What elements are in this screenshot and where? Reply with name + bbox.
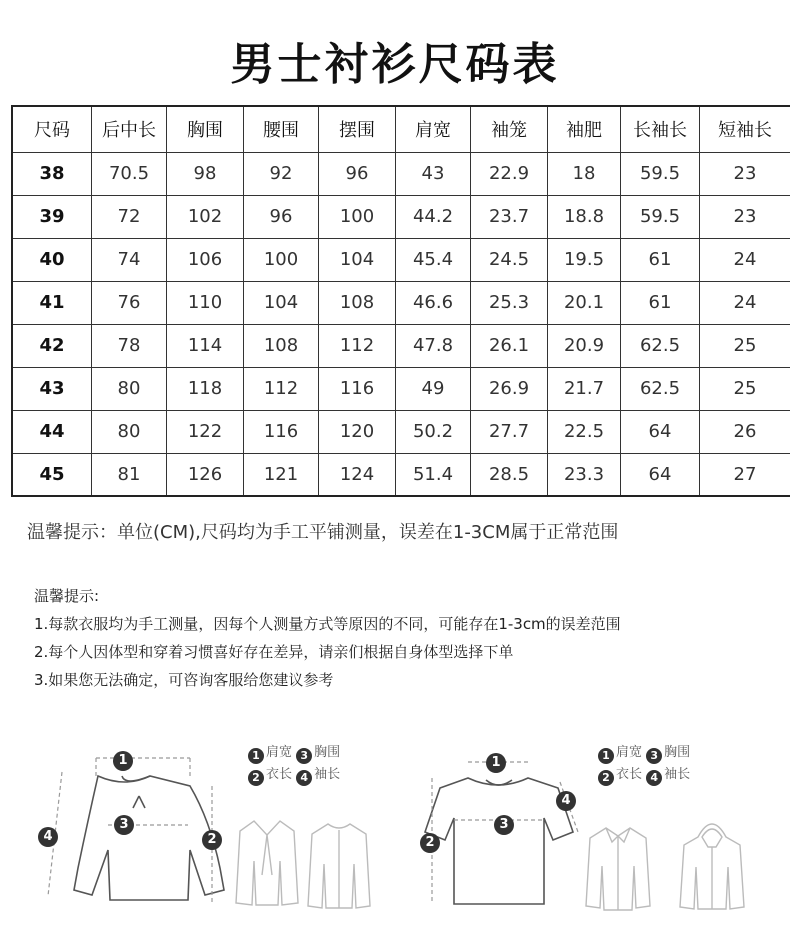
suit-jacket-icon	[232, 815, 302, 910]
legend-label: 袖长	[664, 767, 691, 782]
marker-4: 4	[38, 827, 58, 847]
legend-badge: 4	[646, 770, 662, 786]
table-cell: 114	[167, 324, 244, 367]
table-cell: 25	[700, 324, 790, 367]
legend-label: 胸围	[664, 745, 691, 760]
table-cell: 50.2	[396, 410, 471, 453]
table-row	[12, 238, 790, 281]
table-cell: 126	[167, 453, 244, 496]
table-cell: 19.5	[548, 238, 621, 281]
size-cell: 40	[12, 238, 92, 281]
table-cell: 28.5	[471, 453, 548, 496]
table-cell: 45.4	[396, 238, 471, 281]
size-cell: 38	[12, 152, 92, 195]
table-cell: 23.3	[548, 453, 621, 496]
legend-label: 衣长	[616, 767, 643, 782]
table-cell: 104	[244, 281, 319, 324]
marker-1: 1	[113, 751, 133, 771]
column-header: 尺码	[12, 106, 92, 152]
table-cell: 20.1	[548, 281, 621, 324]
table-cell: 61	[621, 238, 700, 281]
table-cell: 59.5	[621, 195, 700, 238]
table-cell: 59.5	[621, 152, 700, 195]
tip-item: 2.每个人因体型和穿着习惯喜好存在差异，请亲们根据自身体型选择下单	[34, 643, 514, 661]
table-cell: 61	[621, 281, 700, 324]
table-cell: 23	[700, 195, 790, 238]
column-header: 袖肥	[548, 106, 621, 152]
marker-3: 3	[494, 815, 514, 835]
table-cell: 96	[319, 152, 396, 195]
table-cell: 23	[700, 152, 790, 195]
table-cell: 24.5	[471, 238, 548, 281]
table-cell: 100	[319, 195, 396, 238]
table-cell: 24	[700, 238, 790, 281]
column-header: 长袖长	[621, 106, 700, 152]
table-cell: 121	[244, 453, 319, 496]
table-cell: 80	[92, 410, 167, 453]
legend-badge: 1	[248, 748, 264, 764]
legend-badge: 3	[646, 748, 662, 764]
table-cell: 112	[244, 367, 319, 410]
column-header: 胸围	[167, 106, 244, 152]
table-cell: 62.5	[621, 324, 700, 367]
table-cell: 104	[319, 238, 396, 281]
table-cell: 25.3	[471, 281, 548, 324]
size-cell: 43	[12, 367, 92, 410]
tip-item: 3.如果您无法确定，可咨询客服给您建议参考	[34, 671, 334, 689]
table-row	[12, 410, 790, 453]
legend-badge: 2	[598, 770, 614, 786]
table-cell: 74	[92, 238, 167, 281]
table-cell: 23.7	[471, 195, 548, 238]
table-cell: 72	[92, 195, 167, 238]
column-header: 短袖长	[700, 106, 790, 152]
table-cell: 122	[167, 410, 244, 453]
table-cell: 26	[700, 410, 790, 453]
legend-left	[248, 742, 340, 786]
table-cell: 43	[396, 152, 471, 195]
table-cell: 98	[167, 152, 244, 195]
size-cell: 39	[12, 195, 92, 238]
legend-right	[598, 742, 690, 786]
table-cell: 108	[319, 281, 396, 324]
legend-badge: 4	[296, 770, 312, 786]
table-cell: 70.5	[92, 152, 167, 195]
table-cell: 20.9	[548, 324, 621, 367]
tips-heading: 温馨提示:	[34, 587, 100, 605]
table-cell: 120	[319, 410, 396, 453]
table-cell: 106	[167, 238, 244, 281]
table-cell: 116	[244, 410, 319, 453]
table-header-row	[12, 106, 790, 152]
legend-label: 肩宽	[266, 745, 293, 760]
table-cell: 26.9	[471, 367, 548, 410]
column-header: 肩宽	[396, 106, 471, 152]
hoodie-icon	[676, 815, 748, 915]
table-cell: 18	[548, 152, 621, 195]
legend-badge: 2	[248, 770, 264, 786]
table-cell: 44.2	[396, 195, 471, 238]
table-cell: 26.1	[471, 324, 548, 367]
table-cell: 49	[396, 367, 471, 410]
marker-3: 3	[114, 815, 134, 835]
table-cell: 116	[319, 367, 396, 410]
page-title: 男士衬衫尺码表	[230, 39, 560, 90]
table-cell: 96	[244, 195, 319, 238]
legend-label: 衣长	[266, 767, 293, 782]
size-cell: 42	[12, 324, 92, 367]
marker-1: 1	[486, 753, 506, 773]
table-cell: 78	[92, 324, 167, 367]
table-cell: 27	[700, 453, 790, 496]
tip-item: 1.每款衣服均为手工测量，因每个人测量方式等原因的不同，可能存在1-3cm的误差范围	[34, 615, 621, 633]
table-cell: 51.4	[396, 453, 471, 496]
table-cell: 27.7	[471, 410, 548, 453]
legend-badge: 1	[598, 748, 614, 764]
marker-4: 4	[556, 791, 576, 811]
long-sleeve-diagram	[30, 750, 260, 930]
size-table	[11, 105, 790, 497]
table-row	[12, 152, 790, 195]
table-cell: 92	[244, 152, 319, 195]
table-cell: 46.6	[396, 281, 471, 324]
table-cell: 22.9	[471, 152, 548, 195]
table-cell: 100	[244, 238, 319, 281]
table-cell: 108	[244, 324, 319, 367]
table-cell: 76	[92, 281, 167, 324]
table-cell: 102	[167, 195, 244, 238]
table-cell: 21.7	[548, 367, 621, 410]
column-header: 袖笼	[471, 106, 548, 152]
column-header: 后中长	[92, 106, 167, 152]
size-cell: 45	[12, 453, 92, 496]
unit-note: 温馨提示：单位(CM),尺码均为手工平铺测量，误差在1-3CM属于正常范围	[27, 522, 619, 543]
marker-2: 2	[420, 833, 440, 853]
size-cell: 44	[12, 410, 92, 453]
zip-jacket-icon	[304, 820, 374, 915]
table-cell: 81	[92, 453, 167, 496]
table-cell: 62.5	[621, 367, 700, 410]
size-cell: 41	[12, 281, 92, 324]
table-cell: 124	[319, 453, 396, 496]
marker-2: 2	[202, 830, 222, 850]
column-header: 腰围	[244, 106, 319, 152]
legend-label: 胸围	[314, 745, 341, 760]
tips-block	[34, 582, 621, 694]
legend-label: 袖长	[314, 767, 341, 782]
table-cell: 80	[92, 367, 167, 410]
table-cell: 64	[621, 453, 700, 496]
table-row	[12, 324, 790, 367]
column-header: 摆围	[319, 106, 396, 152]
table-cell: 18.8	[548, 195, 621, 238]
table-cell: 64	[621, 410, 700, 453]
table-cell: 25	[700, 367, 790, 410]
table-cell: 110	[167, 281, 244, 324]
table-row	[12, 453, 790, 496]
shirt-icon	[582, 822, 654, 917]
table-row	[12, 195, 790, 238]
table-row	[12, 367, 790, 410]
table-cell: 112	[319, 324, 396, 367]
legend-label: 肩宽	[616, 745, 643, 760]
table-cell: 22.5	[548, 410, 621, 453]
table-cell: 47.8	[396, 324, 471, 367]
table-cell: 118	[167, 367, 244, 410]
table-cell: 24	[700, 281, 790, 324]
table-row	[12, 281, 790, 324]
legend-badge: 3	[296, 748, 312, 764]
